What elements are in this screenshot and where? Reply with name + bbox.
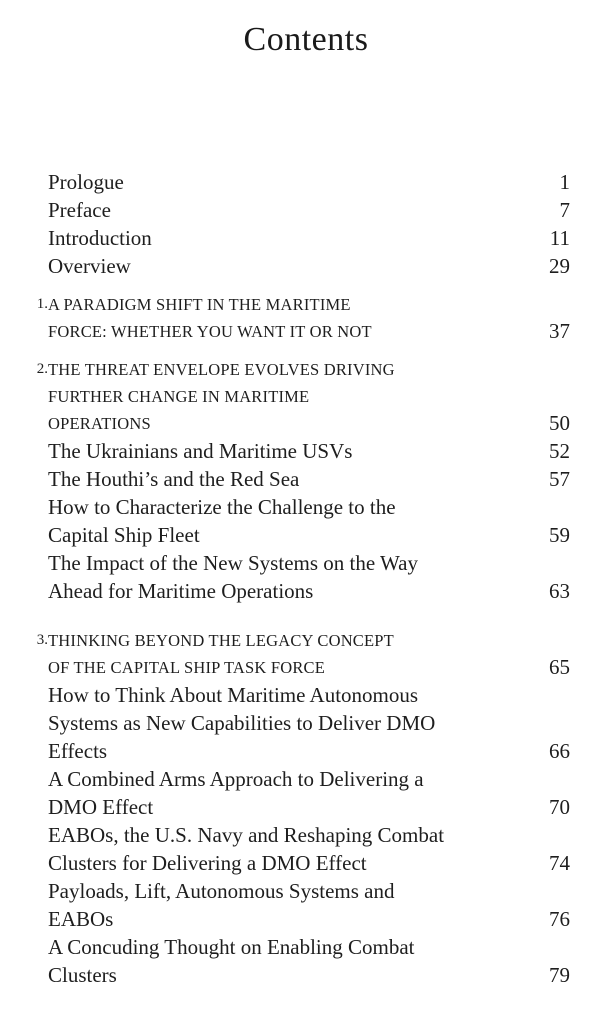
toc-entry[interactable]	[0, 933, 612, 989]
toc-entry[interactable]	[0, 252, 612, 280]
toc-entry[interactable]	[0, 877, 612, 933]
toc-entry-title	[0, 493, 542, 549]
toc-page-number: 70	[549, 795, 570, 819]
toc-entry-title-line: Introduction	[48, 226, 152, 250]
toc-entry-title-line: FURTHER CHANGE IN MARITIME	[48, 387, 310, 406]
toc-page-number: 50	[549, 411, 570, 435]
toc-entry-title-line: A PARADIGM SHIFT IN THE MARITIME	[48, 295, 351, 314]
toc-entry[interactable]	[0, 681, 612, 765]
toc-entry[interactable]	[0, 168, 612, 196]
toc-entry-title-line: EABOs	[48, 907, 114, 931]
toc-entry-title	[0, 821, 542, 877]
toc-entry-title-line: How to Think About Maritime Autonomous	[48, 683, 419, 707]
toc-page-number: 1	[559, 170, 570, 194]
toc-entry-title-line: Systems as New Capabilities to Deliver DMO	[48, 711, 436, 735]
toc-spacer	[0, 345, 612, 356]
toc-entry-title	[0, 252, 542, 280]
toc-page-number: 59	[549, 523, 570, 547]
toc-entry[interactable]	[0, 437, 612, 465]
toc-entry-title	[0, 933, 542, 989]
toc-entry-title	[48, 356, 542, 437]
toc-spacer	[0, 605, 612, 627]
toc-entry-title	[0, 437, 542, 465]
toc-entry-title-line: Clusters	[48, 963, 117, 987]
toc-entry-title	[48, 291, 542, 345]
toc-page-number: 11	[549, 226, 570, 250]
toc-entry-title-line: The Ukrainians and Maritime USVs	[48, 439, 353, 463]
toc-page-number: 57	[549, 467, 570, 491]
chapter-number: 1.	[36, 296, 48, 312]
toc-page-number: 66	[549, 739, 570, 763]
toc-page-number: 29	[549, 254, 570, 278]
chapter-number: 2.	[36, 361, 48, 377]
toc-entry-title-line: EABOs, the U.S. Navy and Reshaping Combat	[48, 823, 445, 847]
toc-entry[interactable]	[0, 224, 612, 252]
toc-entry-title-line: Prologue	[48, 170, 124, 194]
toc-page-number: 65	[549, 655, 570, 679]
toc-entry-title-line: The Impact of the New Systems on the Way	[48, 551, 419, 575]
toc-entry-title-line: A Combined Arms Approach to Delivering a	[48, 767, 424, 791]
toc-entry-title-line: Ahead for Maritime Operations	[48, 579, 314, 603]
toc-entry-title-line: How to Characterize the Challenge to the	[48, 495, 396, 519]
toc-page-number: 52	[549, 439, 570, 463]
toc-entry[interactable]	[0, 196, 612, 224]
toc-entry-title-line: Capital Ship Fleet	[48, 523, 200, 547]
chapter-number: 3.	[36, 632, 48, 648]
toc-page-number: 7	[559, 198, 570, 222]
toc-entry-title	[0, 224, 542, 252]
toc-entry-title-line: A Concuding Thought on Enabling Combat	[48, 935, 415, 959]
toc-entry[interactable]	[0, 821, 612, 877]
toc-entry-title	[0, 877, 542, 933]
toc-page-number: 74	[549, 851, 570, 875]
toc-entry-title	[0, 765, 542, 821]
page-title: Contents	[243, 21, 369, 58]
toc-chapter-entry[interactable]	[0, 627, 612, 681]
toc-entry-title	[0, 196, 542, 224]
toc-page-number: 63	[549, 579, 570, 603]
toc-entry-title-line: OPERATIONS	[48, 414, 151, 433]
toc-page-number: 79	[549, 963, 570, 987]
toc-entry[interactable]	[0, 465, 612, 493]
toc-entry-title-line: FORCE: WHETHER YOU WANT IT OR NOT	[48, 322, 372, 341]
toc-entry-title-line: Preface	[48, 198, 111, 222]
toc-entry-title-line: Payloads, Lift, Autonomous Systems and	[48, 879, 395, 903]
toc-entry[interactable]	[0, 549, 612, 605]
toc-page-number: 37	[549, 319, 570, 343]
toc-entry-title-line: THINKING BEYOND THE LEGACY CONCEPT	[48, 631, 394, 650]
toc-page-number: 76	[549, 907, 570, 931]
toc-entry-title	[0, 549, 542, 605]
toc-entry-title	[0, 465, 542, 493]
table-of-contents	[0, 168, 612, 989]
toc-entry-title-line: Effects	[48, 739, 108, 763]
toc-entry-title-line: THE THREAT ENVELOPE EVOLVES DRIVING	[48, 360, 395, 379]
toc-entry-title-line: Overview	[48, 254, 131, 278]
toc-entry-title	[48, 627, 542, 681]
toc-entry-title	[0, 168, 542, 196]
toc-entry-title-line: DMO Effect	[48, 795, 154, 819]
toc-chapter-entry[interactable]	[0, 356, 612, 437]
toc-entry[interactable]	[0, 765, 612, 821]
toc-chapter-entry[interactable]	[0, 291, 612, 345]
toc-entry-title-line: The Houthi’s and the Red Sea	[48, 467, 300, 491]
toc-spacer	[0, 280, 612, 291]
toc-entry[interactable]	[0, 493, 612, 549]
toc-entry-title-line: Clusters for Delivering a DMO Effect	[48, 851, 367, 875]
toc-entry-title	[0, 681, 542, 765]
toc-entry-title-line: OF THE CAPITAL SHIP TASK FORCE	[48, 658, 326, 677]
